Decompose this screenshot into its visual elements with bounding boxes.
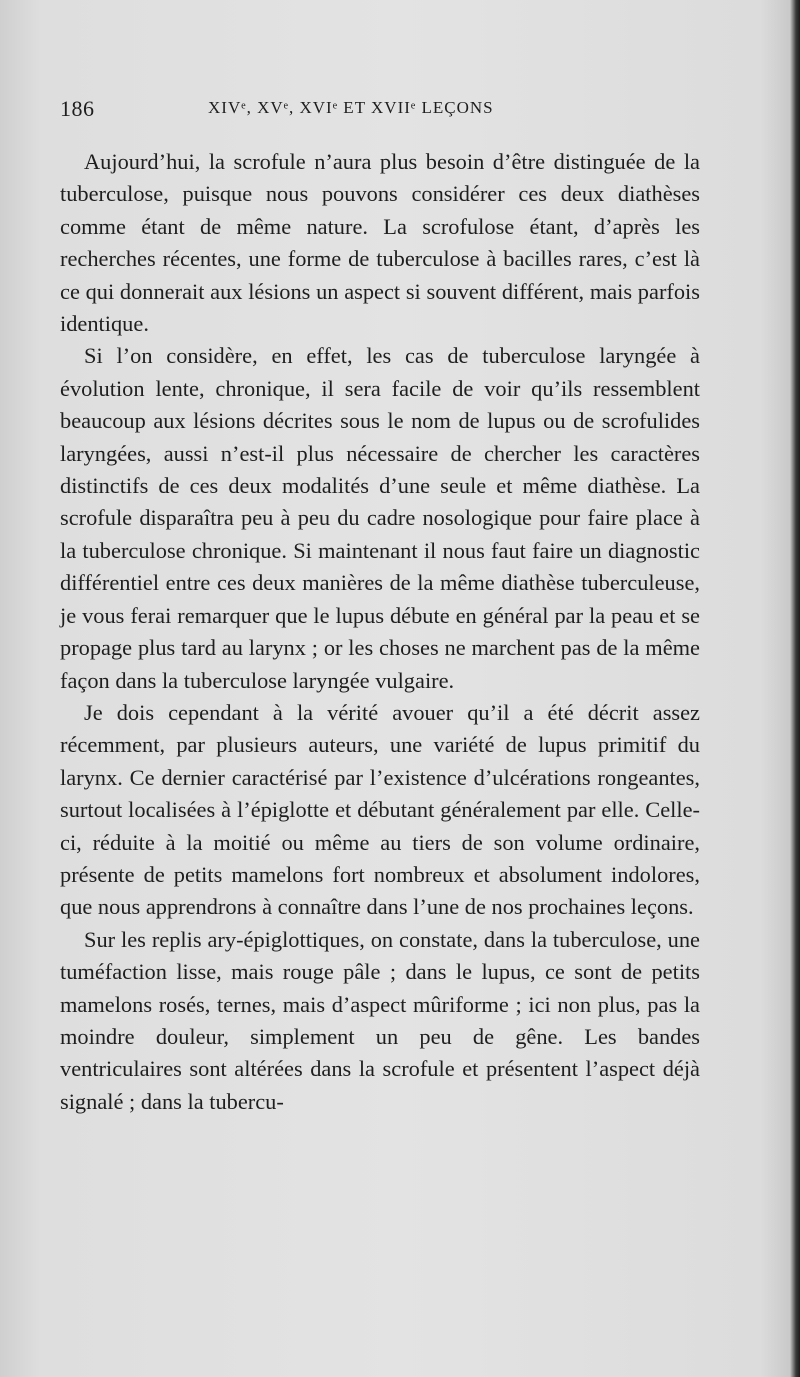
body-text (60, 146, 700, 1118)
paragraph-3: Je dois cependant à la vérité avouer qu’il a été décrit assez récemment, par plusieurs auteurs, une variété de lupus primitif du larynx. Ce dernier caractérisé par l’existence d’ulcérations rongeantes, surtout localisées à l’épiglotte et débutant généralement par elle. Celle-ci, réduite à la moitié ou même au tiers de son volume ordinaire, présente de petits mamelons fort nombreux et absolument indolores, que nous apprendrons à connaître dans l’une de nos prochaines leçons. (60, 699, 700, 920)
paragraph-4: Sur les replis ary-épiglottiques, on constate, dans la tuberculose, une tuméfaction lisse, mais rouge pâle ; dans le lupus, ce sont de petits mamelons rosés, ternes, mais d’aspect mûriforme ; ici non plus, pas la moindre douleur, simplement un peu de gêne. Les bandes ventriculaires sont altérées dans la scrofule et présentent l’aspect déjà signalé ; dans la tubercu- (60, 926, 700, 1114)
running-head (60, 88, 700, 124)
book-page (60, 88, 700, 1118)
running-title: XIVᵉ, XVᵉ, XVIᵉ ET XVIIᵉ LEÇONS (208, 98, 494, 117)
page-number: 186 (60, 96, 95, 121)
paragraph-2: Si l’on considère, en effet, les cas de tuberculose laryngée à évolution lente, chronique, il sera facile de voir qu’ils ressemblent beaucoup aux lésions décrites sous le nom de lupus ou de scrofulides laryngées, aussi n’est-il plus nécessaire de chercher les caractères distinctifs de ces deux modalités d’une seule et même diathèse. La scrofule disparaîtra peu à peu du cadre nosologique pour faire place à la tuberculose chronique. Si maintenant il nous faut faire un diagnostic différentiel entre ces deux manières de la même diathèse tuberculeuse, je vous ferai remarquer que le lupus débute en général par la peau et se propage plus tard au larynx ; or les choses ne marchent pas de la même façon dans la tuberculose laryngée vulgaire. (60, 343, 700, 693)
paragraph-1: Aujourd’hui, la scrofule n’aura plus besoin d’être distinguée de la tuberculose, puisque nous pouvons considérer ces deux diathèses comme étant de même nature. La scrofulose étant, d’après les recherches récentes, une forme de tuberculose à bacilles rares, c’est là ce qui donnerait aux lésions un aspect si souvent différent, mais parfois identique. (60, 149, 700, 337)
